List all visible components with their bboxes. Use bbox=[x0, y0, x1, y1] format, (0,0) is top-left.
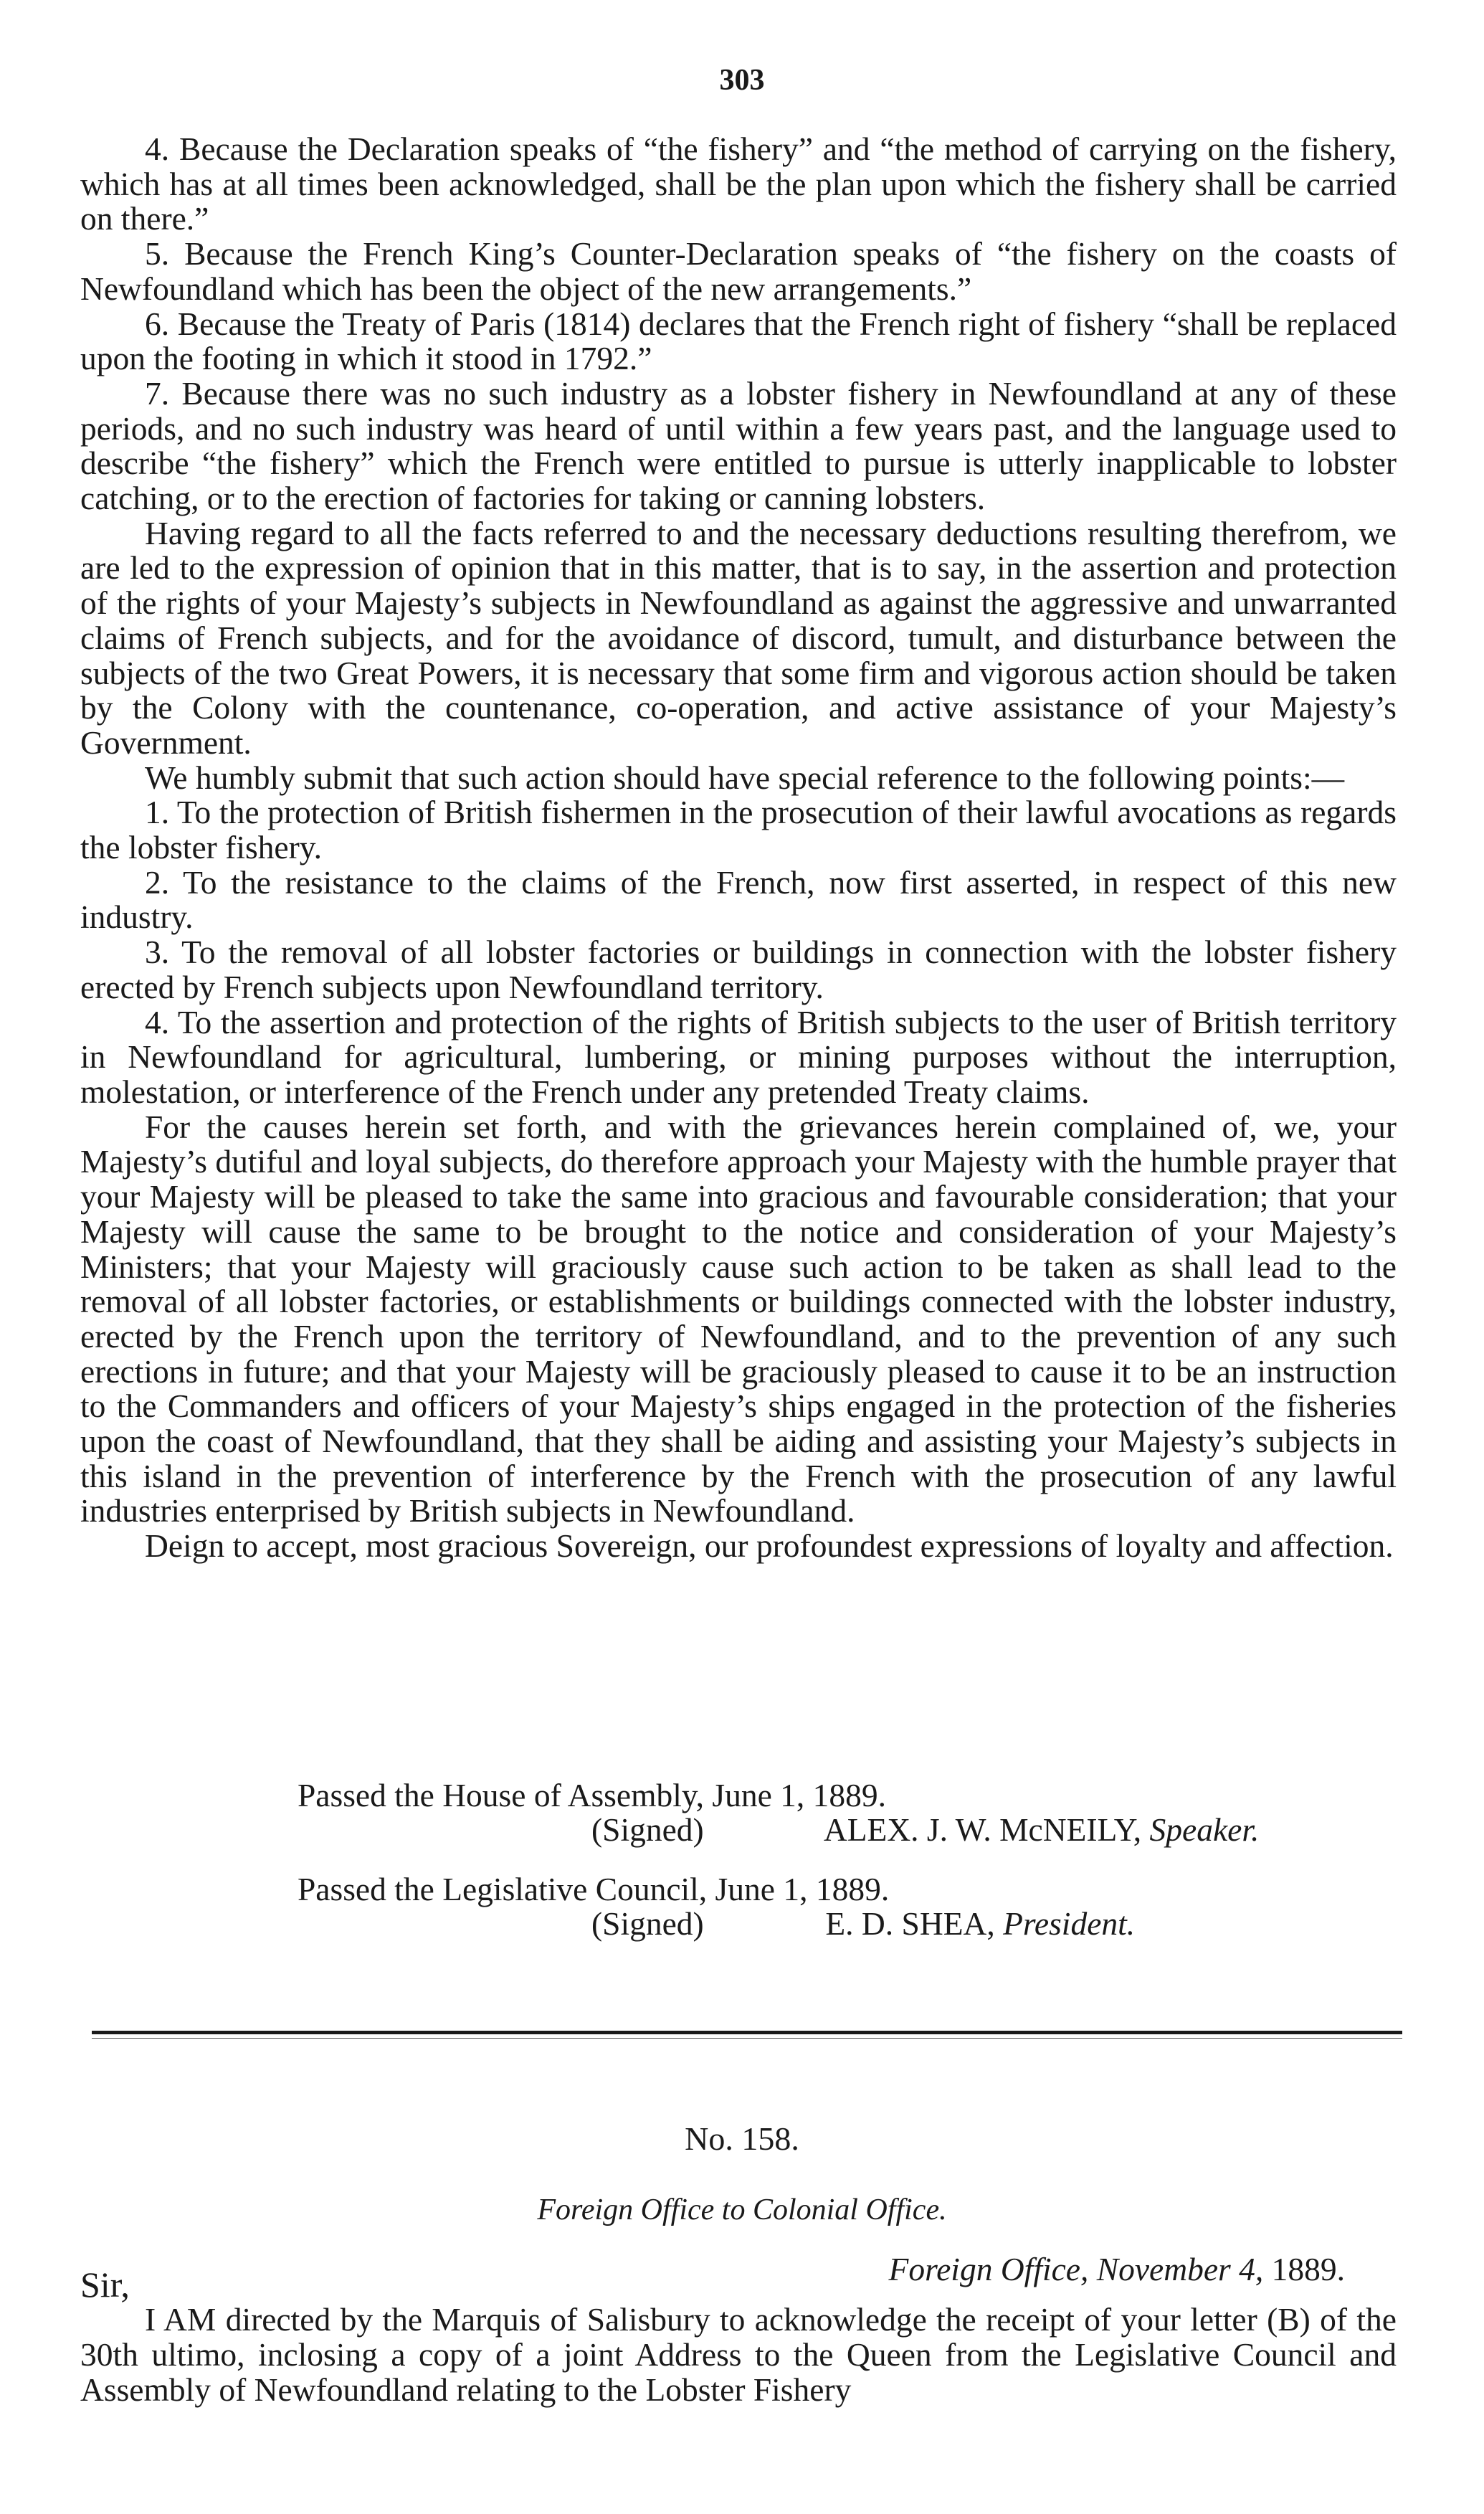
assembly-signatory-name: ALEX. J. W. McNEILY, bbox=[823, 1811, 1142, 1848]
paragraph-reason-7: 7. Because there was no such industry as a lobster fishery in Newfoundland at any of these periods, and no such industry was heard of until within a few years past, and the language used to describe “the fishery” which the French were entitled to pursue is utterly inapplicable to lobster catching, or to the erection of factories for taking or canning lobsters. bbox=[80, 374, 1397, 517]
paragraph-point-4: 4. To the assertion and protection of the rights of British subjects to the user of British territory in Newfoundland for agricultural, lumbering, or mining purposes without the interruption, molestation, or interference of the French under any pretended Treaty claims. bbox=[80, 1003, 1397, 1110]
assembly-signatory-title: Speaker. bbox=[1149, 1811, 1260, 1848]
address-body bbox=[80, 132, 1397, 1564]
council-signatory-name: E. D. SHEA, bbox=[825, 1905, 995, 1942]
paragraph-reason-6: 6. Because the Treaty of Paris (1814) declares that the French right of fishery “shall be replaced upon the footing in which it stood in 1792.” bbox=[80, 305, 1397, 377]
paragraph-point-1: 1. To the protection of British fishermen in the prosecution of their lawful avocations as regards the lobster fishery. bbox=[80, 794, 1397, 866]
paragraph-having-regard: Having regard to all the facts referred to and the necessary deductions resulting therefrom, we are led to the expression of opinion that in this matter, that is to say, in the assertion and protection of the rights of your Majesty’s subjects in Newfoundland as against the aggressive and unwarranted claims of French subjects, and for the avoidance of discord, tumult, and disturbance between the subjects of the two Great Powers, it is necessary that some firm and vigorous action should be taken by the Colony with the countenance, co-operation, and active assistance of your Majesty’s Government. bbox=[80, 514, 1397, 761]
paragraph-deign: Deign to accept, most gracious Sovereign, our profoundest expressions of loyalty and affection. bbox=[145, 1527, 1394, 1565]
assembly-passed-line: Passed the House of Assembly, June 1, 1889. bbox=[298, 1777, 887, 1813]
document-number: No. 158. bbox=[685, 2120, 799, 2157]
paragraph-reason-4: 4. Because the Declaration speaks of “the fishery” and “the method of carrying on the fishery, which has at all times been acknowledged, shall be the plan upon which the fishery shall be carried on there.” bbox=[80, 131, 1397, 237]
salutation: Sir, bbox=[80, 2264, 130, 2305]
letter-year: 1889. bbox=[1271, 2251, 1345, 2287]
assembly-signed-line bbox=[0, 1813, 1484, 1847]
council-passed-line: Passed the Legislative Council, June 1, 1889. bbox=[298, 1871, 890, 1907]
paragraph-point-3: 3. To the removal of all lobster factories or buildings in connection with the lobster fishery erected by French subjects upon Newfoundland territory. bbox=[80, 934, 1397, 1005]
paragraph-reason-5: 5. Because the French King’s Counter-Declaration speaks of “the fishery on the coasts of Newfoundland which has been the object of the new arrangements.” bbox=[80, 235, 1397, 307]
paragraph-prayer: For the causes herein set forth, and with the grievances herein complained of, we, your Majesty’s dutiful and loyal subjects, do therefore approach your Majesty with the humble prayer that your Majesty will be pleased to take the same into gracious and favourable consideration; that your Majesty will cause the same to be brought to the notice and consideration of your Majesty’s Ministers; that your Majesty will graciously cause such action to be taken as shall lead to the removal of all lobster factories, or establishments or buildings connected with the lobster industry, erected by the French upon the territory of Newfoundland, and to the prevention of any such erections in future; and that your Majesty will be graciously pleased to cause it to be an instruction to the Commanders and officers of your Majesty’s ships engaged in the protection of the fisheries upon the coast of Newfoundland, that they shall be aiding and assisting your Majesty’s subjects in this island in the prevention of interference by the French with the prosecution of any lawful industries enterprised by British subjects in Newfoundland. bbox=[80, 1108, 1397, 1529]
letter bbox=[80, 2252, 1397, 2407]
assembly-signature bbox=[0, 1778, 1484, 1847]
document-heading: Foreign Office to Colonial Office. bbox=[537, 2193, 947, 2226]
assembly-signed-label: (Signed) bbox=[591, 1811, 704, 1848]
council-signatory-title: President. bbox=[1003, 1905, 1136, 1942]
section-divider-thin bbox=[92, 2038, 1402, 2039]
council-signed-line bbox=[0, 1907, 1484, 1941]
place-date-text: Foreign Office, November 4, bbox=[888, 2251, 1264, 2287]
page-number: 303 bbox=[719, 64, 765, 97]
letter-body: I AM directed by the Marquis of Salisbury to acknowledge the receipt of your letter (B) of the 30th ultimo, inclosing a copy of a joint Address to the Queen from the Legislative Council and Assembly of Newfoundland relating to the Lobster Fishery bbox=[80, 2301, 1397, 2408]
paragraph-we-humbly-submit: We humbly submit that such action should have special reference to the following points:— bbox=[145, 759, 1345, 796]
section-divider-thick bbox=[92, 2031, 1402, 2034]
place-date bbox=[889, 2252, 1345, 2287]
paragraph-point-2: 2. To the resistance to the claims of the French, now first asserted, in respect of this new industry. bbox=[80, 863, 1397, 936]
letter-header bbox=[80, 2251, 1397, 2305]
council-signed-label: (Signed) bbox=[591, 1905, 704, 1942]
council-signature bbox=[0, 1872, 1484, 1941]
